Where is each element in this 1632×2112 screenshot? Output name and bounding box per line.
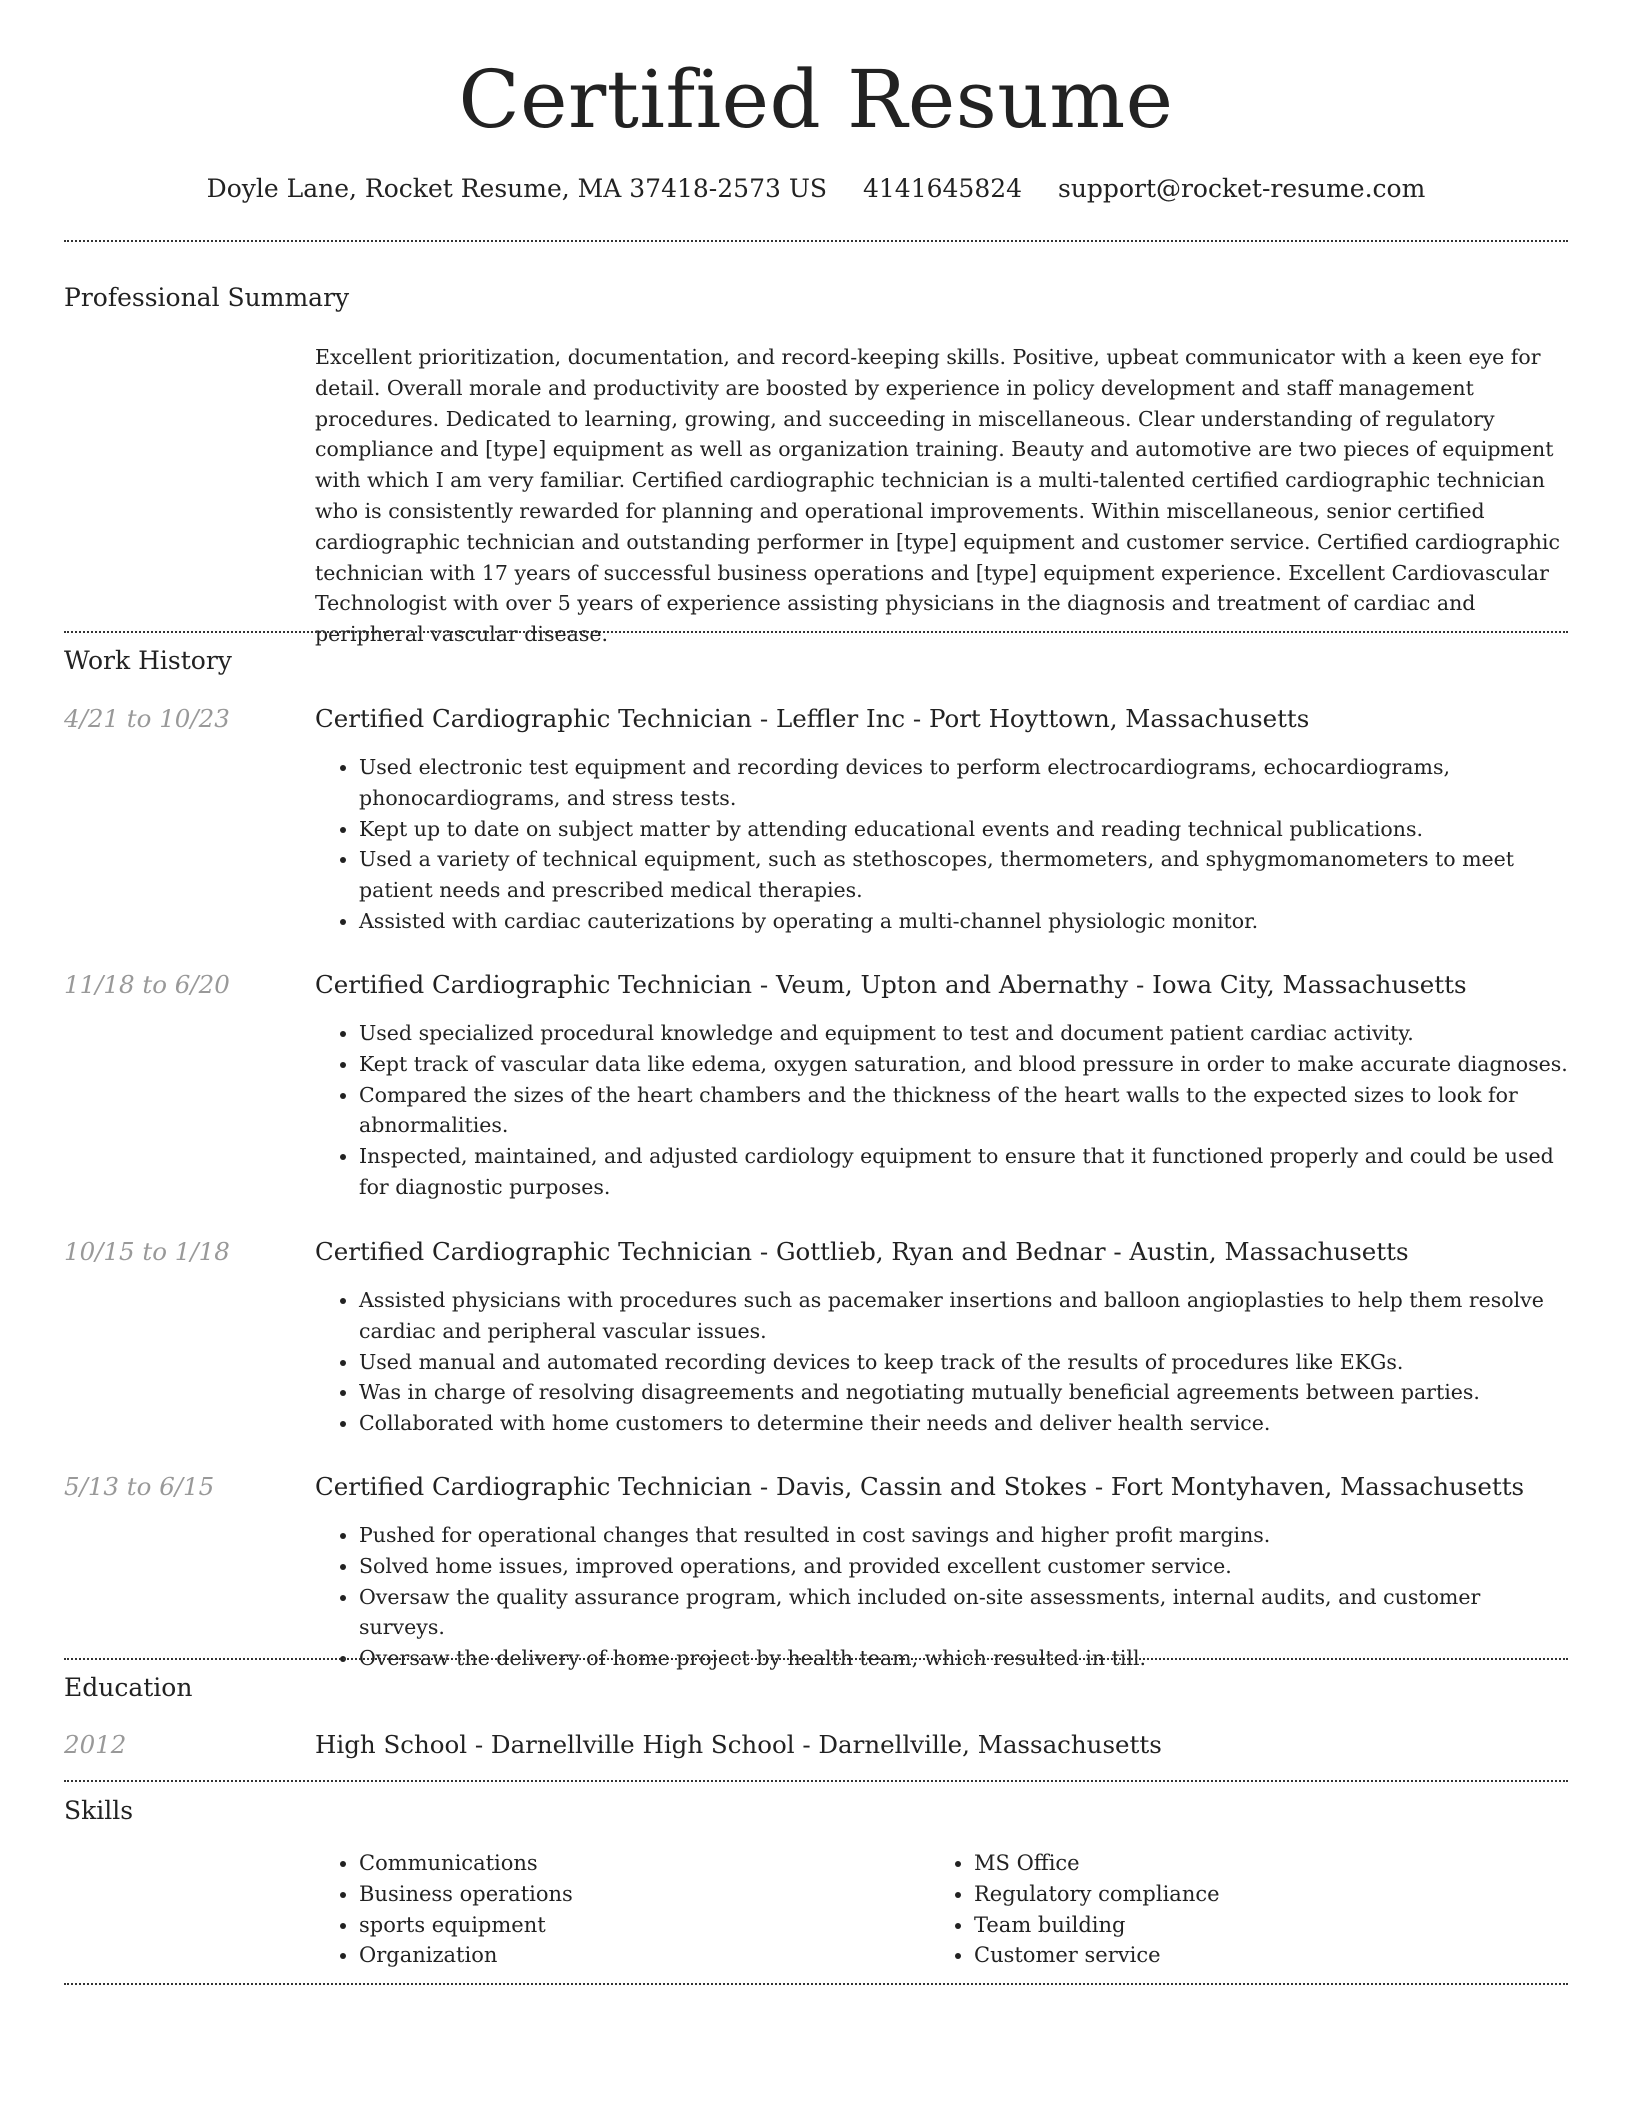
- job-duties: [315, 1520, 1570, 1674]
- job-duty: • Used electronic test equipment and recording devices to perform electrocardiograms, echocardiograms, phonocardiograms, and stress tests.: [359, 752, 1570, 814]
- contact-line: [0, 172, 1632, 206]
- education-year: 2012: [64, 1730, 127, 1759]
- job-duty: • Was in charge of resolving disagreements and negotiating mutually beneficial agreements between parties.: [359, 1377, 1570, 1408]
- resume-name: Certified Resume: [458, 53, 1174, 146]
- contact-phone: 4141645824: [862, 174, 1023, 203]
- section-divider: [64, 240, 1568, 242]
- job-dates: 5/13 to 6/15: [64, 1472, 215, 1501]
- skill-item: • Business operations: [359, 1879, 573, 1910]
- job-dates: 11/18 to 6/20: [64, 970, 230, 999]
- job-duty: • Kept up to date on subject matter by attending educational events and reading technical publications.: [359, 814, 1570, 845]
- job-duties: [315, 752, 1570, 937]
- contact-address: Doyle Lane, Rocket Resume, MA 37418-2573 US: [206, 174, 828, 203]
- job-duty: • Assisted with cardiac cauterizations by operating a multi-channel physiologic monitor.: [359, 906, 1570, 937]
- contact-email: support@rocket-resume.com: [1058, 174, 1426, 203]
- job-duty: • Assisted physicians with procedures such as pacemaker insertions and balloon angioplasties to help them resolve cardiac and peripheral vascular issues.: [359, 1285, 1570, 1347]
- section-divider: [64, 1658, 1568, 1660]
- job-duty: • Collaborated with home customers to determine their needs and deliver health service.: [359, 1408, 1570, 1439]
- skills-list-right: [930, 1848, 1220, 1971]
- job-duty: • Pushed for operational changes that resulted in cost savings and higher profit margins.: [359, 1520, 1570, 1551]
- education-title: High School - Darnellville High School - Darnellville, Massachusetts: [315, 1730, 1162, 1759]
- job-duty: • Used manual and automated recording devices to keep track of the results of procedures like EKGs.: [359, 1347, 1570, 1378]
- job-duty: • Used specialized procedural knowledge and equipment to test and document patient cardiac activity.: [359, 1018, 1570, 1049]
- job-dates: 10/15 to 1/18: [64, 1237, 230, 1266]
- skill-item: • Regulatory compliance: [974, 1879, 1220, 1910]
- job-duty: • Inspected, maintained, and adjusted cardiology equipment to ensure that it functioned properly and could be used for diagnostic purposes.: [359, 1141, 1570, 1203]
- job-duty: • Solved home issues, improved operations, and provided excellent customer service.: [359, 1551, 1570, 1582]
- job-duty: • Kept track of vascular data like edema, oxygen saturation, and blood pressure in order to make accurate diagnoses.: [359, 1049, 1570, 1080]
- job-title: Certified Cardiographic Technician - Davis, Cassin and Stokes - Fort Montyhaven, Massachusetts: [315, 1472, 1525, 1501]
- skill-item: • Organization: [359, 1940, 573, 1971]
- job-title: Certified Cardiographic Technician - Gottlieb, Ryan and Bednar - Austin, Massachusetts: [315, 1237, 1409, 1266]
- summary-text: Excellent prioritization, documentation, and record-keeping skills. Positive, upbeat communicator with a keen eye for detail. Overall morale and productivity are boosted by experience in policy development and staff management procedures. Dedicated to learning, growing, and succeeding in miscellaneous. Clear understanding of regulatory compliance and [type] equipment as well as organization training. Beauty and automotive are two pieces of equipment with which I am very familiar. Certified cardiographic technician is a multi-talented certified cardiographic technician who is consistently rewarded for planning and operational improvements. Within miscellaneous, senior certified cardiographic technician and outstanding performer in [type] equipment and customer service. Certified cardiographic technician with 17 years of successful business operations and [type] equipment experience. Excellent Cardiovascular Technologist with over 5 years of experience assisting physicians in the diagnosis and treatment of cardiac and peripheral vascular disease.: [315, 345, 1560, 647]
- skill-item: • sports equipment: [359, 1910, 573, 1941]
- section-divider: [64, 1780, 1568, 1782]
- job-duty: • Oversaw the delivery of home project by health team, which resulted in till.: [359, 1643, 1570, 1674]
- job-dates: 4/21 to 10/23: [64, 704, 230, 733]
- job-duty: • Oversaw the quality assurance program, which included on-site assessments, internal audits, and customer surveys.: [359, 1582, 1570, 1644]
- job-duty: • Compared the sizes of the heart chambers and the thickness of the heart walls to the expected sizes to look for abnormalities.: [359, 1080, 1570, 1142]
- summary-heading: Professional Summary: [64, 283, 350, 312]
- job-duty: • Used a variety of technical equipment, such as stethoscopes, thermometers, and sphygmomanometers to meet patient needs and prescribed medical therapies.: [359, 844, 1570, 906]
- skills-list-left: [315, 1848, 573, 1971]
- job-duties: [315, 1285, 1570, 1439]
- section-divider: [64, 1983, 1568, 1985]
- education-heading: Education: [64, 1673, 193, 1702]
- skills-heading: Skills: [64, 1796, 134, 1825]
- job-title: Certified Cardiographic Technician - Veum, Upton and Abernathy - Iowa City, Massachusetts: [315, 970, 1467, 999]
- work-history-heading: Work History: [64, 646, 232, 675]
- skill-item: • Customer service: [974, 1940, 1220, 1971]
- skill-item: • Communications: [359, 1848, 573, 1879]
- job-duties: [315, 1018, 1570, 1203]
- section-divider: [64, 631, 1568, 633]
- skill-item: • MS Office: [974, 1848, 1220, 1879]
- job-title: Certified Cardiographic Technician - Leffler Inc - Port Hoyttown, Massachusetts: [315, 704, 1310, 733]
- skill-item: • Team building: [974, 1910, 1220, 1941]
